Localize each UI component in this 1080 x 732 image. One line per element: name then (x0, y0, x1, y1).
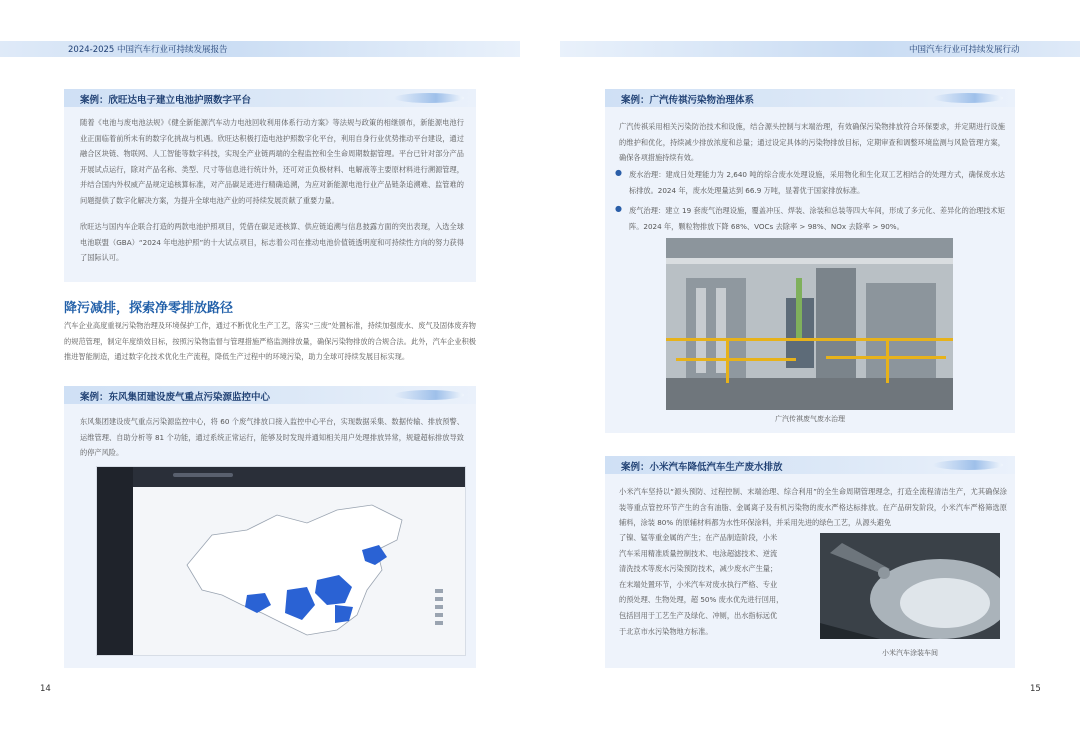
dashboard-topbar-item (173, 473, 233, 477)
text-line: 在末端处置环节，小米汽车对废水执行严格、专业 (619, 579, 778, 589)
bullet-wastewater: 废水治理：建成日处理能力为 2,640 吨的综合废水处理设施，采用物化和生化双工艺相结合的处理方式，确保废水达标排放。2024 年，废水处理量达到 66.9 万吨，显著优于国家排放标准。 (629, 170, 1005, 195)
photo-caption: 广汽传祺废气废水治理 (775, 415, 845, 423)
text-line: 于北京市水污染物地方标准。 (619, 626, 713, 636)
decorative-swoosh (933, 460, 1003, 470)
case-title: 案例：欣旺达电子建立电池护照数字平台 (80, 95, 252, 106)
bullet-dot: ● (615, 168, 622, 177)
chapter-title: 中国汽车行业可持续发展行动 (909, 45, 1020, 55)
dashboard-topbar (133, 467, 465, 487)
map-legend (433, 587, 457, 627)
section-title: 降污减排，探索净零排放路径 (64, 301, 234, 316)
case-paragraph: 随着《电池与废电池法规》《健全新能源汽车动力电池回收利用体系行动方案》等法规与政策的相继颁布，新能源电池行业正面临着前所未有的数字化挑战与机遇。欣旺达积极打造电池护照数字化平台，利用自身行业优势推动平台建设，通过融合区块链、物联网、人工智能等数字科技，实现全产业链两端的全程监控和全生命周期数据管理。平台已针对部分产品开展试点运行，除对产品名称、类型、尺寸等信息进行统计外，还可对正负极材料、电解液等主要原材料进行溯源管理，并结合国内外权威产品规定追核算标准，对产品碳足迹进行精确追溯，为应对新能源电池行业产品链条追溯难、监管难的问题提供了数字化解决方案，为提升全球电池产业的可持续发展贡献了重要力量。 (80, 118, 464, 205)
paint-shop-photo (820, 533, 1000, 639)
decorative-swoosh (394, 390, 464, 400)
decorative-swoosh (394, 93, 464, 103)
case-paragraph: 东风集团建设废气重点污染源监控中心，将 60 个废气排放口接入监控中心平台，实现数据采集、数据传输、排放预警、运维管理、自助分析等 81 个功能，通过系统正常运行，能够及时发现并通知相关用户处理排放异常，规避超标排放导致的停产风险。 (80, 417, 464, 458)
section-paragraph: 汽车企业高度重视污染物治理及环境保护工作，通过不断优化生产工艺，落实“三废”处置标准，持续加强废水、废气及固体废弃物的规范管理，制定年度绩效目标，按照污染物监督与管理措施严格监测排放量，确保污染物排放的合规合法。此外，汽车企业积极推进智能制造，通过数字化技术优化生产流程，降低生产过程中的环境污染，助力全球可持续发展目标实现。 (64, 321, 476, 362)
case-title: 案例：广汽传祺污染物治理体系 (621, 95, 755, 106)
page-gutter (520, 0, 560, 732)
case-box-xinwangda (64, 89, 476, 282)
china-map-image (167, 495, 427, 645)
page-number-left: 14 (40, 684, 51, 694)
bullet-dot: ● (615, 204, 622, 213)
text-line: 汽车采用精准质量控制技术、电泳超滤技术、逆流 (619, 548, 778, 558)
text-line: 的预处理、生物处理，超 50% 废水优先进行回用， (619, 595, 784, 605)
text-line: 清洗技术等废水污染预防技术，减少废水产生量； (619, 564, 778, 574)
photo-caption: 小米汽车涂装车间 (882, 649, 938, 657)
text-line: 了镍、锰等重金属的产生；在产品制造阶段，小米 (619, 533, 778, 542)
case-title: 案例：东风集团建设废气重点污染源监控中心 (80, 392, 271, 403)
case-paragraph: 广汽传祺采用相关污染防治技术和设施，结合源头控制与末端治理，有效确保污染物排放符合环保要求，并定期进行设施的维护和优化，持续减少排放浓度和总量；通过设定具体的污染物排放目标，定期审查和调整环境监测与风险管理方案，确保各项措施持续有效。 (619, 122, 1005, 163)
factory-treatment-photo (666, 238, 953, 410)
dashboard-sidebar (97, 467, 133, 655)
case-paragraph: 欣旺达与国内车企联合打造的两款电池护照项目，凭借在碳足迹核算、供应链追溯与信息披露方面的突出表现，入选全球电池联盟（GBA）“2024 年电池护照”的十大试点项目，标志着公司在推动电池价值链透明度和可持续性方向的努力获得了国际认可。 (80, 222, 464, 263)
decorative-swoosh (933, 93, 1003, 103)
case-paragraph-narrow (619, 530, 819, 639)
case-title: 案例：小米汽车降低汽车生产废水排放 (621, 462, 783, 473)
case-paragraph: 小米汽车坚持以“源头预防、过程控制、末端治理、综合利用”的全生命周期管理理念，打造全流程清洁生产，尤其确保涂装等重点管控环节产生的含有油脂、金属离子及有机污染物的废水严格达标排放。在产品研发阶段，小米汽车严格筛选原辅料，涂装 80% 的原辅材料都为水性环保涂料，并采用先进的绿色工艺，从源头避免 (619, 487, 1007, 528)
bullet-exhaust: 废气治理：建立 19 套废气治理设施，覆盖冲压、焊装、涂装和总装等四大车间，形成了多元化、差异化的治理技术矩阵。2024 年，颗粒物排放下降 68%、VOCs 去除率 > 98%、NOx 去除率 > 90%。 (629, 206, 1005, 231)
text-line: 包括回用于工艺生产及绿化、冲厕，出水指标远优 (619, 610, 778, 620)
report-title: 2024-2025 中国汽车行业可持续发展报告 (68, 45, 228, 55)
monitoring-dashboard-image (96, 466, 466, 656)
page-number-right: 15 (1030, 684, 1041, 694)
